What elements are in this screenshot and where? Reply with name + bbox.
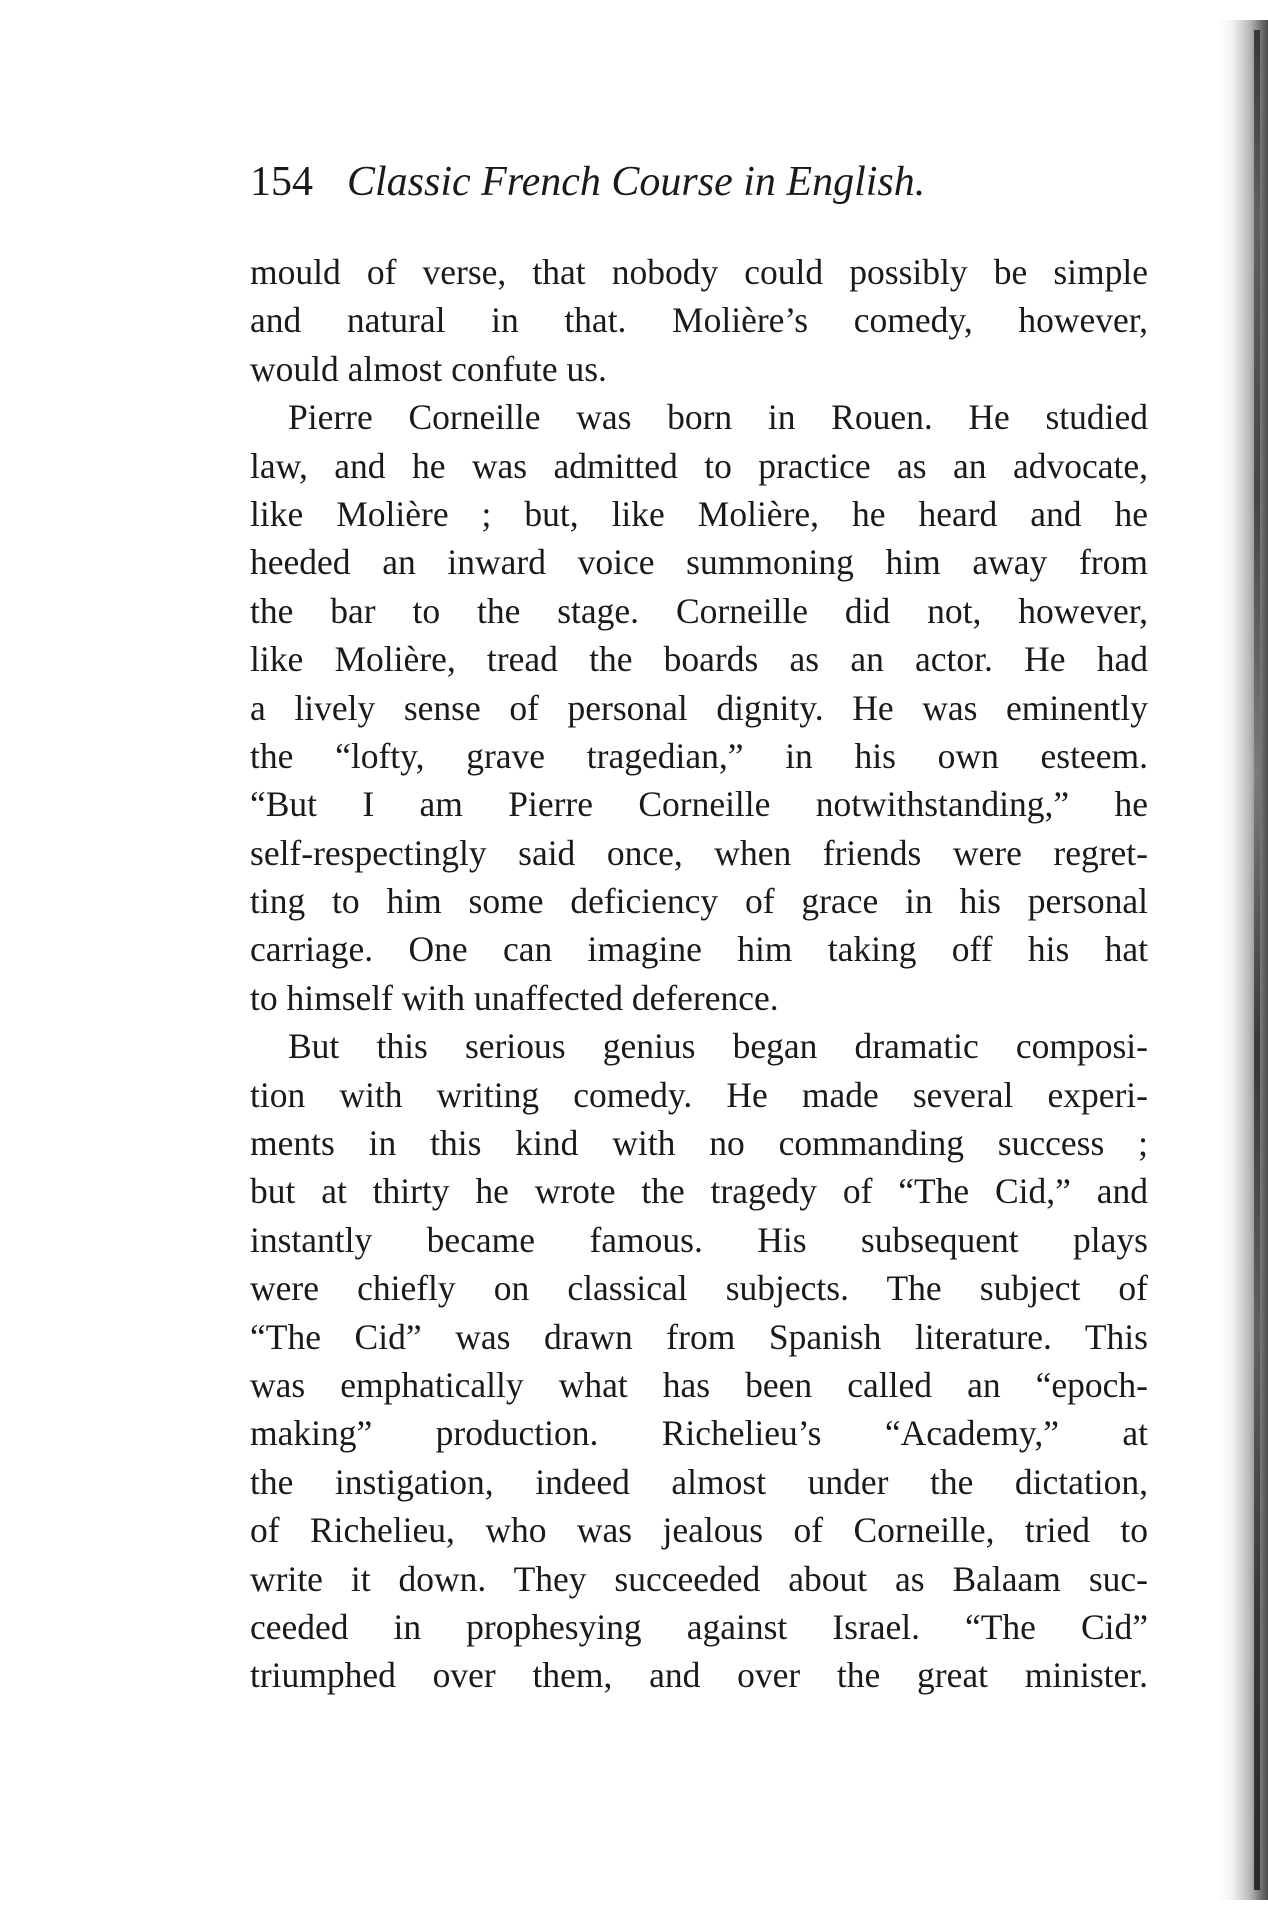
text-line: heeded an inward voice summoning him away from (250, 542, 1148, 583)
running-title: Classic French Course in English. (347, 159, 926, 205)
text-line: the “lofty, grave tragedian,” in his own esteem. (250, 735, 1148, 776)
text-line: tion with writing comedy. He made several experi- (250, 1074, 1148, 1115)
text-line: ments in this kind with no commanding success ; (250, 1123, 1148, 1164)
text-line: to himself with unaffected deference. (250, 977, 779, 1018)
text-line: “The Cid” was drawn from Spanish literature. This (250, 1316, 1148, 1357)
text-line: carriage. One can imagine him taking off his hat (250, 929, 1148, 970)
text-line: making” production. Richelieu’s “Academy,” at (250, 1413, 1148, 1454)
paragraph-start-line: But this serious genius began dramatic composi- (288, 1026, 1148, 1067)
paragraph-start-line: Pierre Corneille was born in Rouen. He studied (288, 397, 1148, 438)
text-line: a lively sense of personal dignity. He was eminently (250, 687, 1148, 728)
text-line: ting to him some deficiency of grace in his personal (250, 881, 1148, 922)
text-line: like Molière, tread the boards as an actor. He had (250, 639, 1148, 680)
text-line: instantly became famous. His subsequent plays (250, 1219, 1148, 1260)
text-line: of Richelieu, who was jealous of Corneille, tried to (250, 1510, 1148, 1551)
text-line: mould of verse, that nobody could possibly be simple (250, 252, 1148, 292)
text-line: was emphatically what has been called an “epoch- (250, 1364, 1148, 1405)
text-line: law, and he was admitted to practice as an advocate, (250, 445, 1148, 486)
page-header (250, 158, 1150, 214)
text-line: self-respectingly said once, when friends were regret- (250, 832, 1148, 873)
body-text (250, 248, 1148, 1700)
page-number: 154 (250, 159, 313, 205)
text-line: triumphed over them, and over the great minister. (250, 1655, 1148, 1696)
text-line: would almost confute us. (250, 348, 607, 389)
text-line: the bar to the stage. Corneille did not, however, (250, 590, 1148, 631)
text-line: and natural in that. Molière’s comedy, however, (250, 300, 1148, 341)
page-binding-edge (1254, 30, 1260, 1890)
text-line: write it down. They succeeded about as Balaam suc- (250, 1558, 1148, 1599)
text-line: ceeded in prophesying against Israel. “The Cid” (250, 1606, 1148, 1647)
text-line: like Molière ; but, like Molière, he heard and he (250, 493, 1148, 534)
text-line: but at thirty he wrote the tragedy of “The Cid,” and (250, 1171, 1148, 1212)
text-line: the instigation, indeed almost under the dictation, (250, 1461, 1148, 1502)
text-line: were chiefly on classical subjects. The subject of (250, 1268, 1148, 1309)
text-line: “But I am Pierre Corneille notwithstanding,” he (250, 784, 1148, 825)
page-edge-shadow (1218, 20, 1268, 1900)
